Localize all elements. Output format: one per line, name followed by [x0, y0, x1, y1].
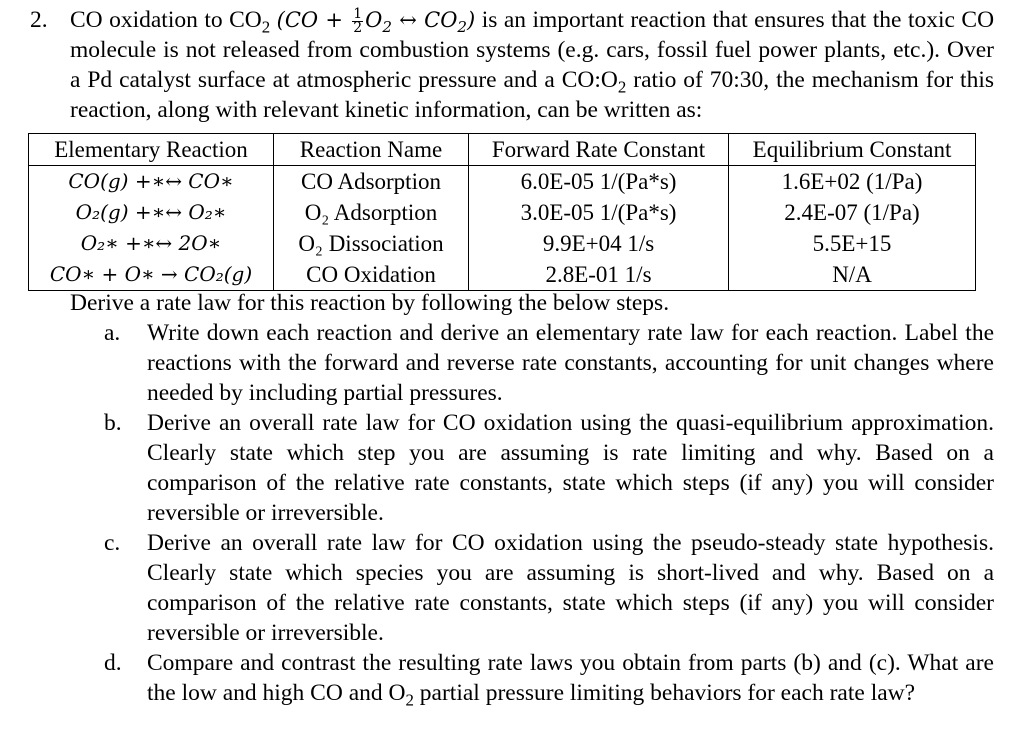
- intro-post: is an important reaction that ensures that the toxic CO molecule is not released from combustion systems (e.g. cars, fossil fuel power plants, etc.). Over a Pd catalyst surface at atmospheric pressure and a CO:O: [70, 7, 995, 93]
- step-text: Compare and contrast the resulting rate laws you obtain from parts (b) and (c). What are the low and high CO and $O_2$ partial pressure limiting behaviors for each rate law?: [147, 650, 994, 710]
- kinetics-table: [28, 133, 976, 291]
- question-intro: [70, 5, 994, 125]
- intro-sub: 2: [261, 17, 271, 37]
- reaction-cell: O₂∗ +∗↔ 2O∗: [29, 228, 274, 259]
- equilibrium-cell: 5.5E+15: [729, 228, 976, 259]
- table-row: [29, 228, 976, 259]
- header-forward-rate: Forward Rate Constant: [469, 134, 729, 166]
- ratio-sub: 2: [617, 77, 627, 97]
- list-item: [104, 528, 994, 648]
- forward-rate-cell: 6.0E-05 1/(Pa*s): [469, 166, 729, 198]
- table-row: [29, 259, 976, 291]
- list-item: [104, 318, 994, 408]
- intro-end: ratio of 70:30, the mechanism for this reaction, along with relevant kinetic information, can be written as:: [70, 67, 994, 123]
- reaction-cell: O₂(g) +∗↔ O₂∗: [29, 197, 274, 228]
- list-item: [104, 408, 994, 528]
- reaction-name-cell: CO Oxidation: [274, 259, 469, 291]
- reaction-name-cell: CO Adsorption: [274, 166, 469, 198]
- overall-equation: (CO + $\frac{1}{2}$ $O_2$ ↔ $CO_2$): [276, 6, 476, 37]
- header-reaction-name: Reaction Name: [274, 134, 469, 166]
- reaction-name-cell: O₂ Adsorption: [274, 197, 469, 228]
- step-text: Write down each reaction and derive an elementary rate law for each reaction. Label the reactions with the forward and reverse rate constants, accounting for unit changes where needed by including partial pressures.: [147, 320, 994, 406]
- step-label: c.: [104, 530, 121, 556]
- reaction-cell: CO∗ + O∗ → CO₂(g): [29, 259, 274, 291]
- table-row: [29, 197, 976, 228]
- reaction-name-cell: O₂ Dissociation: [274, 228, 469, 259]
- intro-pre: CO oxidation to CO: [70, 7, 262, 33]
- question-number: 2.: [30, 7, 48, 33]
- table-row: [29, 166, 976, 198]
- header-elementary-reaction: Elementary Reaction: [29, 134, 274, 166]
- step-label: d.: [104, 650, 122, 676]
- equilibrium-cell: 1.6E+02 (1/Pa): [729, 166, 976, 198]
- equilibrium-cell: 2.4E-07 (1/Pa): [729, 197, 976, 228]
- step-text: Derive an overall rate law for CO oxidation using the quasi-equilibrium approximation. Clearly state which step you are assuming is rate limiting and why. Based on a comparison of the relative rate constants, state which steps (if any) you will consider reversible or irreversible.: [147, 410, 994, 526]
- step-text: Derive an overall rate law for CO oxidation using the pseudo-steady state hypothesis. Clearly state which species you are assuming is short-lived and why. Based on a comparison of the relative rate constants, state which steps (if any) you will consider reversible or irreversible.: [147, 530, 994, 646]
- table-header-row: [29, 134, 976, 166]
- half-fraction: $\frac{1}{2}$: [353, 6, 363, 36]
- forward-rate-cell: 3.0E-05 1/(Pa*s): [469, 197, 729, 228]
- equilibrium-cell: N/A: [729, 259, 976, 291]
- list-item: [104, 648, 994, 708]
- steps-list: [104, 318, 994, 708]
- reaction-cell: CO(g) +∗↔ CO∗: [29, 166, 274, 198]
- forward-rate-cell: 2.8E-01 1/s: [469, 259, 729, 291]
- step-label: b.: [104, 410, 122, 436]
- step-label: a.: [104, 320, 121, 346]
- derive-intro: Derive a rate law for this reaction by following the below steps.: [70, 290, 670, 316]
- forward-rate-cell: 9.9E+04 1/s: [469, 228, 729, 259]
- header-equilibrium: Equilibrium Constant: [729, 134, 976, 166]
